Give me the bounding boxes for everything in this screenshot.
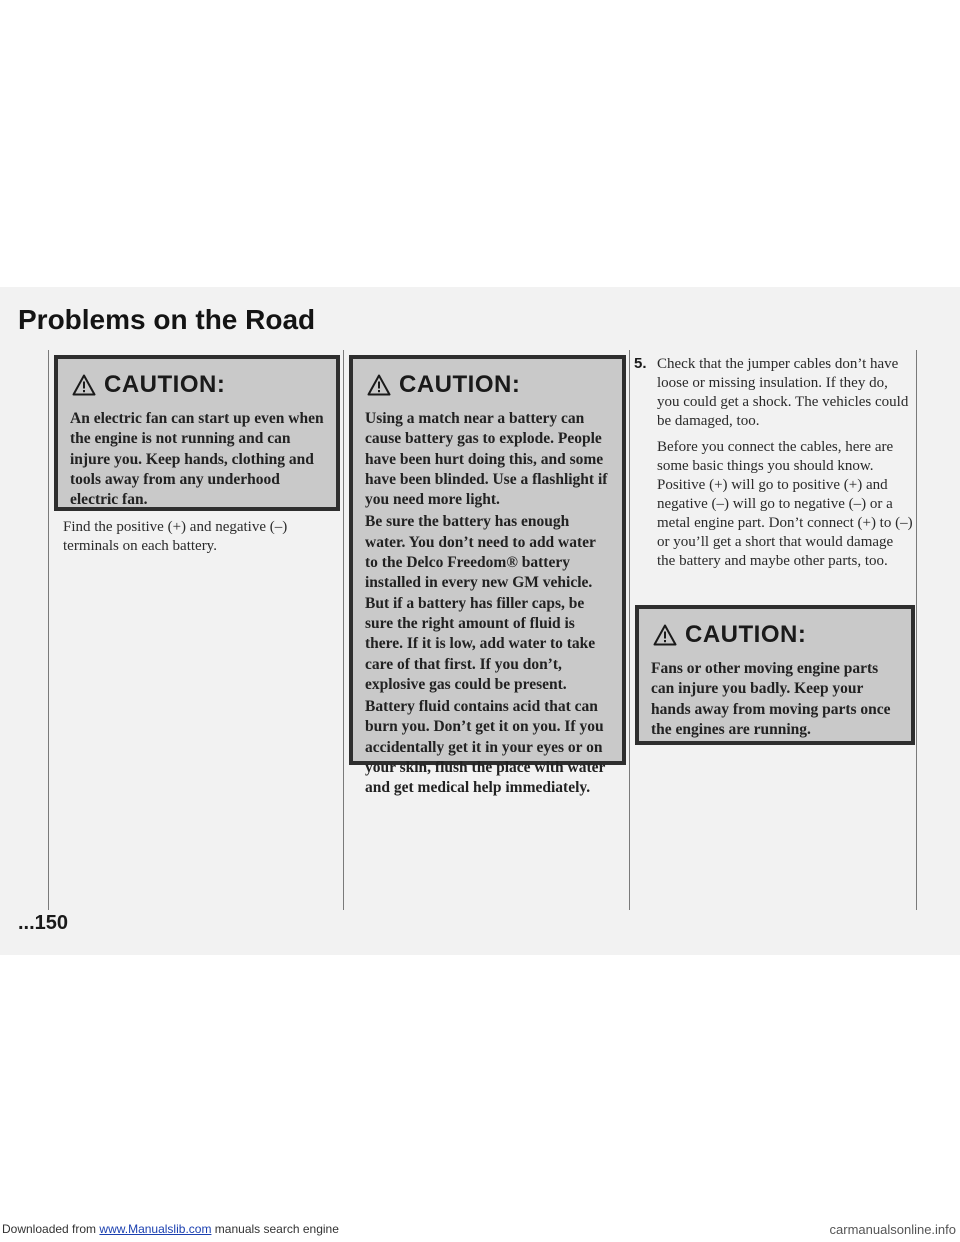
caution-header [653, 621, 899, 649]
caution-title: CAUTION: [399, 371, 521, 398]
caution-title: CAUTION: [104, 371, 226, 398]
download-suffix: manuals search engine [214, 1222, 339, 1236]
caution-box-moving-parts [635, 605, 915, 745]
column1-text [63, 518, 335, 556]
caution-text-water: Be sure the battery has enough water. You don’t need to add water to the Delco Freedom® battery installed in every new GM vehicle. But if a battery has filler caps, be sure the right amount of fluid is there. If it is low, add water to take care of that first. If you don’t, explosive gas could be present. [365, 513, 596, 693]
download-banner [2, 1222, 339, 1236]
caution-box-electric-fan [54, 355, 340, 511]
caution-text-match: Using a match near a battery can cause battery gas to explode. People have been hurt doing this, and some have been blinded. Use a flashlight if you need more light. [365, 410, 608, 509]
connect-info-text: Before you connect the cables, here are some basic things you should know. Positive (+) will go to positive (+) and negative (–) will go to negative (–) or a metal engine part. Don’t connect (+) to (–) or you’ll get a short that would damage the battery and maybe other parts, too. [657, 439, 913, 569]
column3-text [657, 355, 913, 571]
warning-triangle-icon [653, 624, 677, 646]
step-number: 5. [634, 355, 647, 372]
manualslib-link[interactable]: www.Manualslib.com [99, 1222, 212, 1236]
page-number: ...150 [18, 912, 69, 934]
caution-box-battery [349, 355, 626, 797]
step5-text: Check that the jumper cables don’t have loose or missing insulation. If they do, you could get a shock. The vehicles could be damaged, too. [657, 356, 909, 429]
caution-text-acid: Battery fluid contains acid that can burn you. Don’t get it on you. If you accidentally get it in your eyes or on your skin, flush the place with water and get medical help immediately. [365, 698, 606, 797]
download-prefix: Downloaded from [2, 1222, 97, 1236]
column-rule [629, 350, 630, 910]
warning-triangle-icon [72, 374, 96, 396]
caution-header [72, 371, 324, 399]
find-terminals-text: Find the positive (+) and negative (–) terminals on each battery. [63, 519, 288, 554]
column-rule [343, 350, 344, 910]
caution-text: Fans or other moving engine parts can injure you badly. Keep your hands away from moving parts once the engines are running. [651, 660, 891, 738]
column-rule [916, 350, 917, 910]
caution-header [367, 371, 610, 399]
watermark: carmanualsonline.info [829, 1222, 956, 1237]
page-title: Problems on the Road [18, 304, 316, 335]
caution-text: An electric fan can start up even when the engine is not running and can injure you. Keep hands, clothing and tools away from any underhood electric fan. [70, 410, 324, 509]
caution-title: CAUTION: [685, 621, 807, 648]
warning-triangle-icon [367, 374, 391, 396]
column-rule [48, 350, 49, 910]
